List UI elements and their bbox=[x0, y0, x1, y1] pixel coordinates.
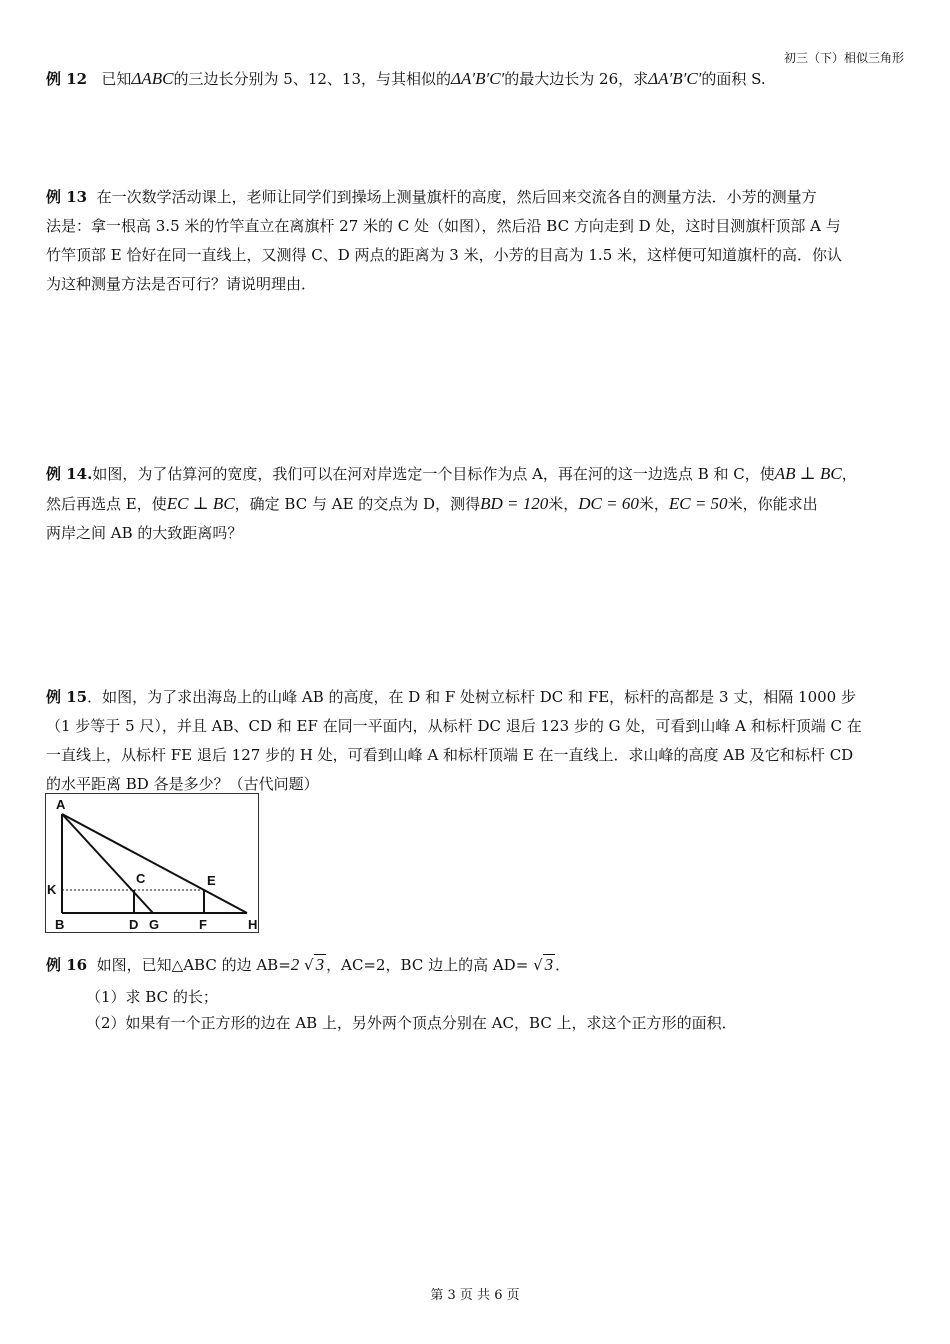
ex15-line-3: 一直线上，从标杆 FE 退后 127 步的 H 处，可看到山峰 A 和标杆顶端 E 在一直线上．求山峰的高度 AB 及它和标杆 CD bbox=[46, 746, 854, 764]
example-15 bbox=[46, 683, 906, 799]
label-g: G bbox=[149, 917, 160, 932]
example-14 bbox=[46, 459, 906, 548]
label-d: D bbox=[129, 917, 139, 932]
ex12-text-1: 已知 bbox=[101, 70, 132, 88]
example-15-label: 例 15 bbox=[46, 688, 88, 706]
page-footer: 第 3 页 共 6 页 bbox=[430, 1288, 520, 1303]
example-13 bbox=[46, 183, 906, 299]
sqrt-sign-icon: √ bbox=[533, 956, 543, 974]
label-a: A bbox=[56, 797, 66, 812]
ex13-line-2: 法是：拿一根高 3.5 米的竹竿直立在离旗杆 27 米的 C 处（如图），然后沿 BC 方向走到 D 处，这时目测旗杆顶部 A 与 bbox=[46, 217, 841, 235]
ex12-math-2: ΔA′B′C′ bbox=[451, 69, 505, 88]
ex14-line-3: 两岸之间 AB 的大致距离吗？ bbox=[46, 524, 243, 542]
example-13-label: 例 13 bbox=[46, 188, 88, 206]
label-k: K bbox=[47, 882, 57, 897]
sqrt-sign-icon: √ bbox=[304, 956, 314, 974]
ex14-text-5: 米， bbox=[548, 495, 579, 513]
ex12-math-1: ΔABC bbox=[131, 69, 174, 88]
ex15-line-2: （1 步等于 5 尺），并且 AB、CD 和 EF 在同一平面内，从标杆 DC 退后 123 步的 G 处，可看到山峰 A 和标杆顶端 C 在 bbox=[46, 717, 862, 735]
ex14-text-2: ， bbox=[841, 465, 857, 483]
example-14-label: 例 14. bbox=[46, 465, 93, 483]
ex14-text-1: 如图，为了估算河的宽度，我们可以在河对岸选定一个目标作为点 A，再在河的这一边选点 B 和 C，使 bbox=[92, 465, 775, 483]
ex16-sqrt-1 bbox=[304, 956, 326, 974]
example-12 bbox=[46, 64, 906, 94]
ex15-line-4: 的水平距离 BD 各是多少？（古代问题） bbox=[46, 775, 319, 793]
ex16-question-1: （1）求 BC 的长； bbox=[86, 988, 218, 1006]
ex12-text-4: 的面积 S. bbox=[701, 70, 766, 88]
ex16-text-1: 如图，已知△ABC 的边 AB= bbox=[96, 956, 291, 974]
ex14-math-4: DC = 60 bbox=[578, 494, 639, 513]
ex16-question-2: （2）如果有一个正方形的边在 AB 上，另外两个顶点分别在 AC，BC 上，求这个正方形的面积． bbox=[86, 1014, 737, 1032]
example-15-figure bbox=[45, 793, 259, 933]
example-12-label: 例 12 bbox=[46, 70, 88, 88]
ex13-line-3: 竹竿顶部 E 恰好在同一直线上，又测得 C、D 两点的距离为 3 米，小芳的目高为 1.5 米，这样便可知道旗杆的高．你认 bbox=[46, 246, 843, 264]
header-topic: 初三（下）相似三角形 bbox=[783, 51, 904, 65]
ex14-text-7: 米，你能求出 bbox=[727, 495, 818, 513]
ex14-math-3: BD = 120 bbox=[480, 494, 549, 513]
ex15-line-1: ．如图，为了求出海岛上的山峰 AB 的高度，在 D 和 F 处树立标杆 DC 和 FE，标杆的高都是 3 丈，相隔 1000 步 bbox=[87, 688, 856, 706]
label-c: C bbox=[136, 871, 146, 886]
ex14-text-6: 米， bbox=[638, 495, 669, 513]
ex16-text-2: ，AC=2，BC 边上的高 AD= bbox=[326, 956, 529, 974]
ex16-sqrt-2 bbox=[533, 956, 555, 974]
ex14-math-2: EC ⊥ BC bbox=[166, 494, 235, 513]
ex12-math-3: ΔA′B′C′ bbox=[648, 69, 702, 88]
ex14-text-3: 然后再选点 E，使 bbox=[46, 495, 167, 513]
ex16-radicand-1: 3 bbox=[315, 955, 325, 974]
label-e: E bbox=[207, 873, 216, 888]
ex14-text-4: ，确定 BC 与 AE 的交点为 D，测得 bbox=[234, 495, 481, 513]
ex14-math-1: AB ⊥ BC bbox=[774, 464, 842, 483]
ex12-text-2: 的三边长分别为 5、12、13，与其相似的 bbox=[173, 70, 452, 88]
ex16-radicand-2: 3 bbox=[544, 955, 554, 974]
label-h: H bbox=[248, 917, 258, 932]
ex13-line-1: 在一次数学活动课上，老师让同学们到操场上测量旗杆的高度，然后回来交流各自的测量方法．小芳的测量方 bbox=[96, 188, 817, 206]
ex16-value-1: 2 bbox=[290, 955, 300, 974]
ex13-line-4: 为这种测量方法是否可行？请说明理由． bbox=[46, 275, 317, 293]
ex12-text-3: 的最大边长为 26，求 bbox=[504, 70, 649, 88]
ex14-math-5: EC = 50 bbox=[668, 494, 728, 513]
label-f: F bbox=[199, 917, 207, 932]
label-b: B bbox=[55, 917, 65, 932]
example-16-label: 例 16 bbox=[46, 956, 88, 974]
ex16-text-3: ． bbox=[555, 956, 571, 974]
example-16 bbox=[46, 950, 906, 980]
